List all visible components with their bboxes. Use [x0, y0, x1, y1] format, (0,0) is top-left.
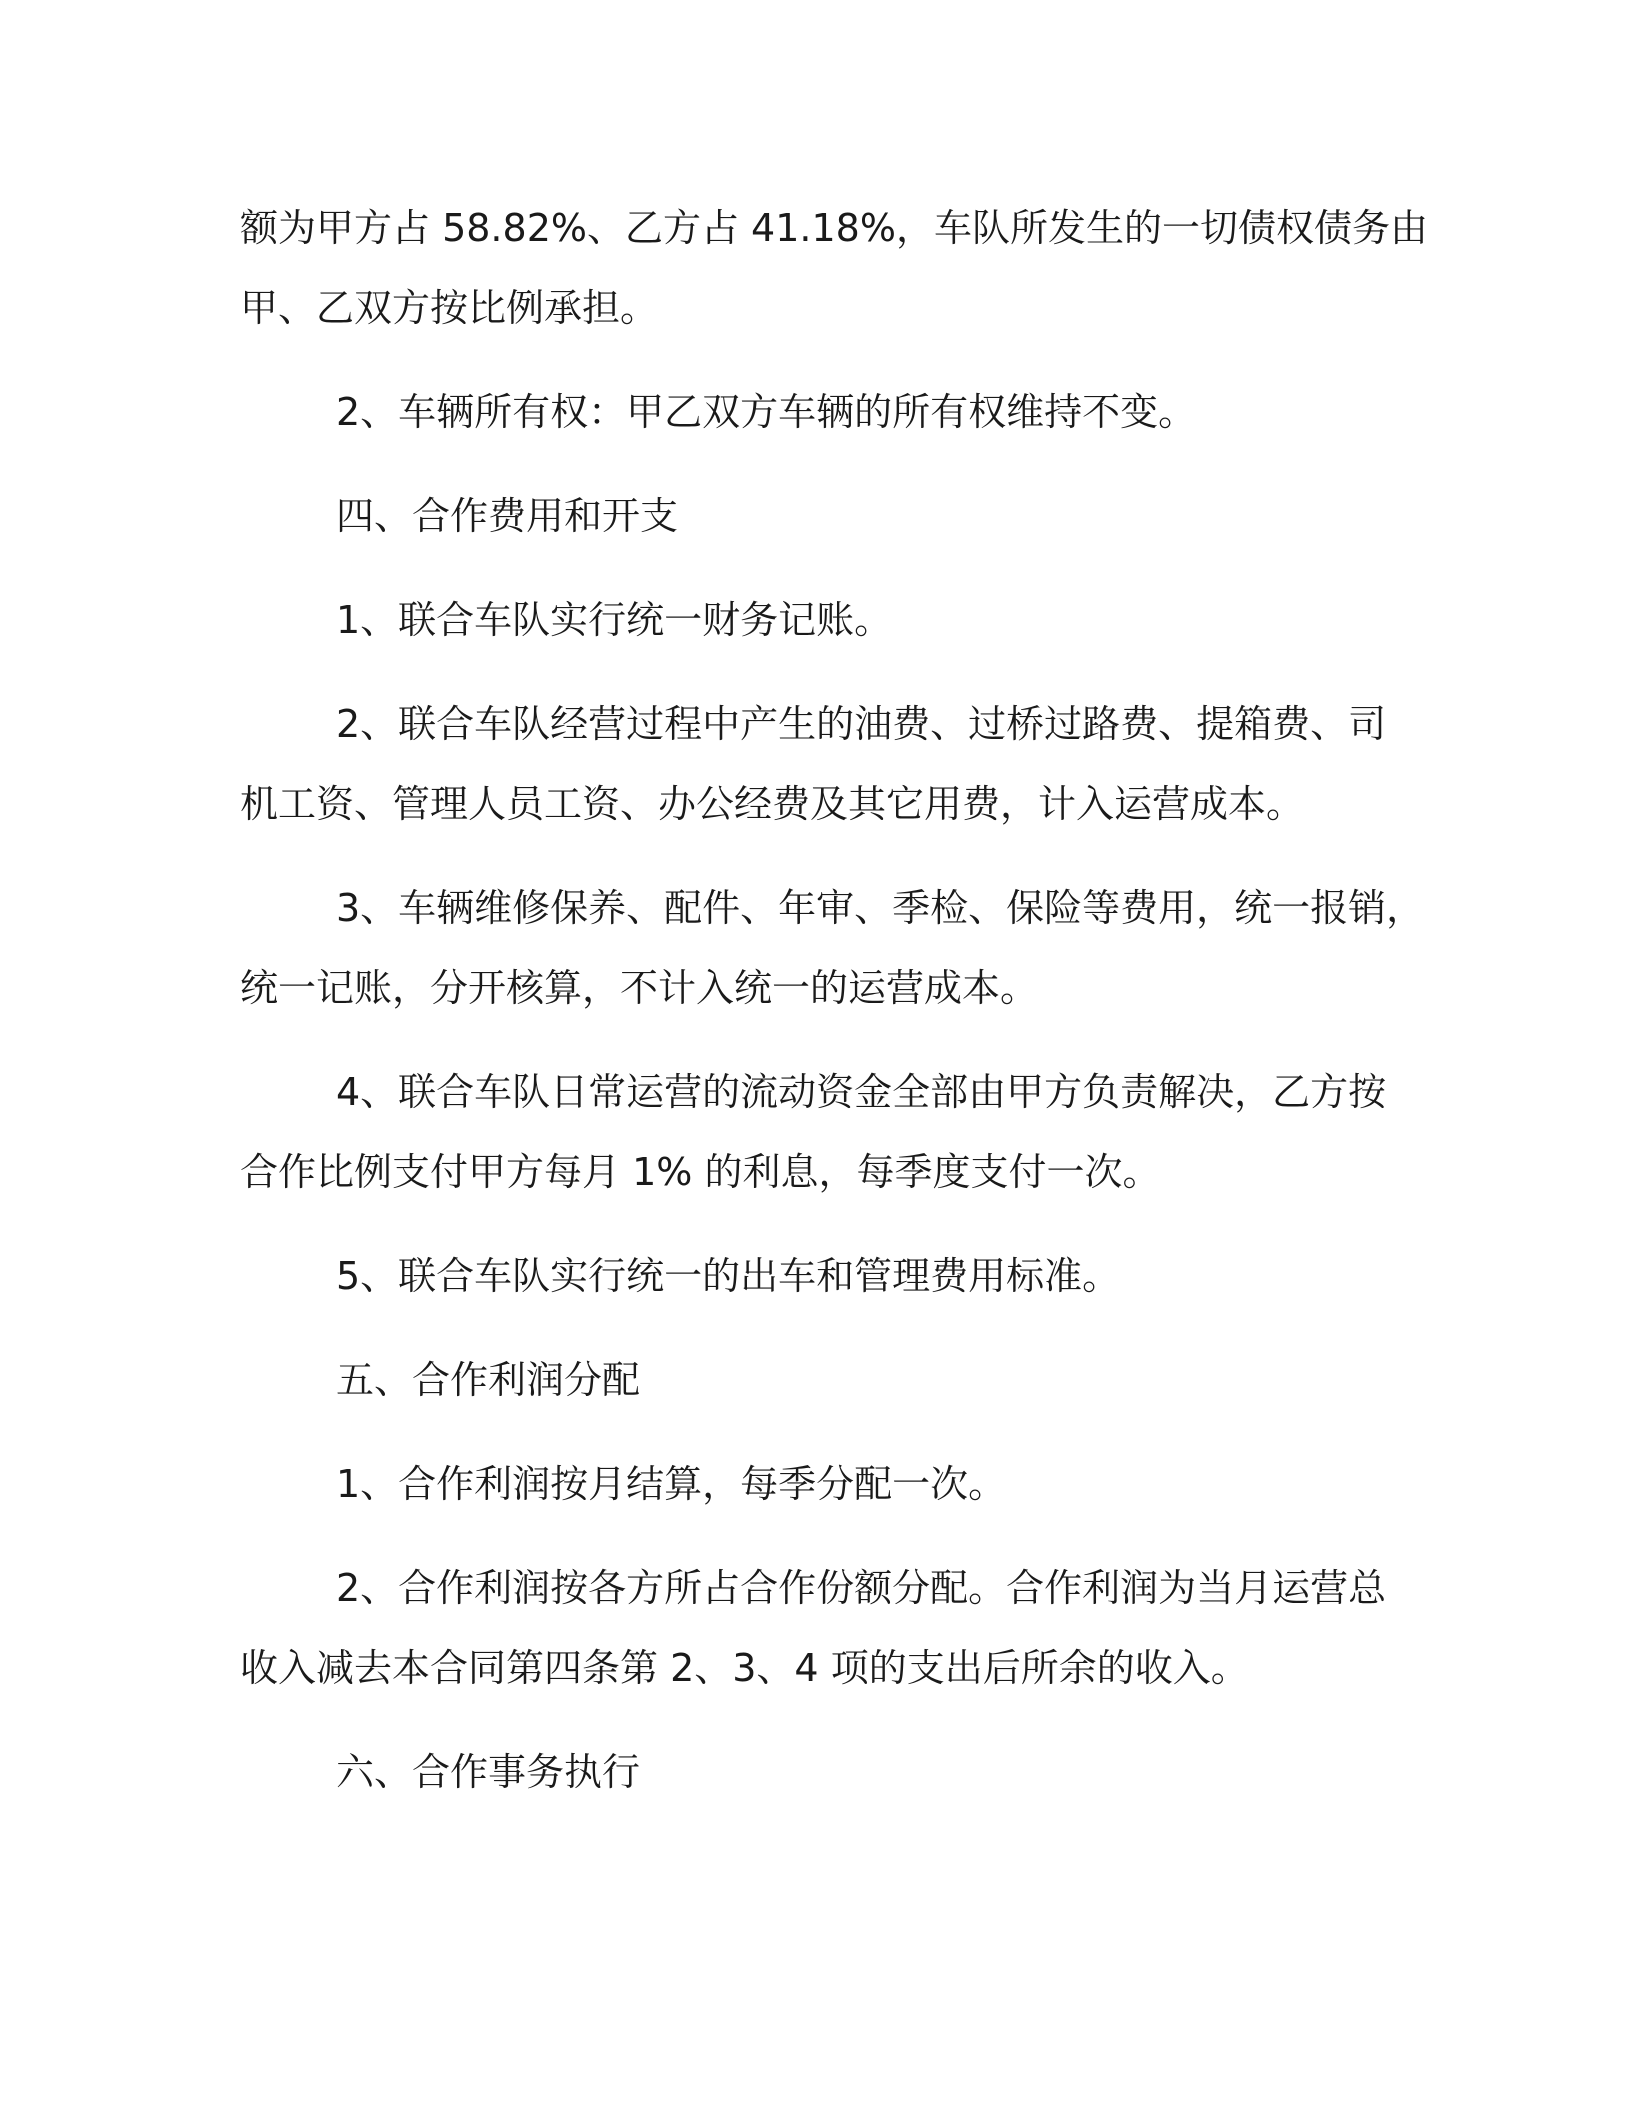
paragraph-fee-standard — [240, 1236, 1390, 1316]
paragraph-line: 1、联合车队实行统一财务记账。 — [336, 598, 893, 642]
paragraph-line: 机工资、管理人员工资、办公经费及其它用费，计入运营成本。 — [240, 782, 1305, 826]
paragraph-line: 2、合作利润按各方所占合作份额分配。合作利润为当月运营总 — [336, 1566, 1387, 1610]
section-heading-profit — [240, 1340, 1390, 1420]
paragraph-line: 统一记账，分开核算，不计入统一的运营成本。 — [240, 966, 1039, 1010]
paragraph-line: 甲、乙双方按比例承担。 — [240, 286, 659, 330]
section-heading-affairs — [240, 1732, 1390, 1812]
paragraph-line: 额为甲方占 58.82%、乙方占 41.18%，车队所发生的一切债权债务由 — [240, 206, 1428, 250]
paragraph-line: 1、合作利润按月结算，每季分配一次。 — [336, 1462, 1007, 1506]
paragraph-profit-distribution — [240, 1548, 1390, 1708]
paragraph-accounting — [240, 580, 1390, 660]
document-body — [240, 188, 1428, 1836]
section-heading-costs — [240, 476, 1390, 556]
paragraph-line: 2、车辆所有权：甲乙双方车辆的所有权维持不变。 — [336, 390, 1197, 434]
paragraph-line: 2、联合车队经营过程中产生的油费、过桥过路费、提箱费、司 — [336, 702, 1387, 746]
paragraph-working-capital — [240, 1052, 1390, 1212]
paragraph-maintenance-costs — [240, 868, 1425, 1028]
paragraph-line: 5、联合车队实行统一的出车和管理费用标准。 — [336, 1254, 1121, 1298]
paragraph-line: 4、联合车队日常运营的流动资金全部由甲方负责解决，乙方按 — [336, 1070, 1387, 1114]
paragraph-operating-costs — [240, 684, 1390, 844]
section-heading-text: 四、合作费用和开支 — [336, 494, 679, 538]
paragraph-line: 3、车辆维修保养、配件、年审、季检、保险等费用，统一报销， — [336, 886, 1425, 930]
paragraph-line: 合作比例支付甲方每月 1% 的利息，每季度支付一次。 — [240, 1150, 1161, 1194]
paragraph-profit-settlement — [240, 1444, 1390, 1524]
paragraph-line: 收入减去本合同第四条第 2、3、4 项的支出后所余的收入。 — [240, 1646, 1249, 1690]
paragraph-share-ratio — [240, 188, 1428, 348]
section-heading-text: 六、合作事务执行 — [336, 1750, 641, 1794]
section-heading-text: 五、合作利润分配 — [336, 1358, 641, 1402]
paragraph-vehicle-ownership — [240, 372, 1390, 452]
